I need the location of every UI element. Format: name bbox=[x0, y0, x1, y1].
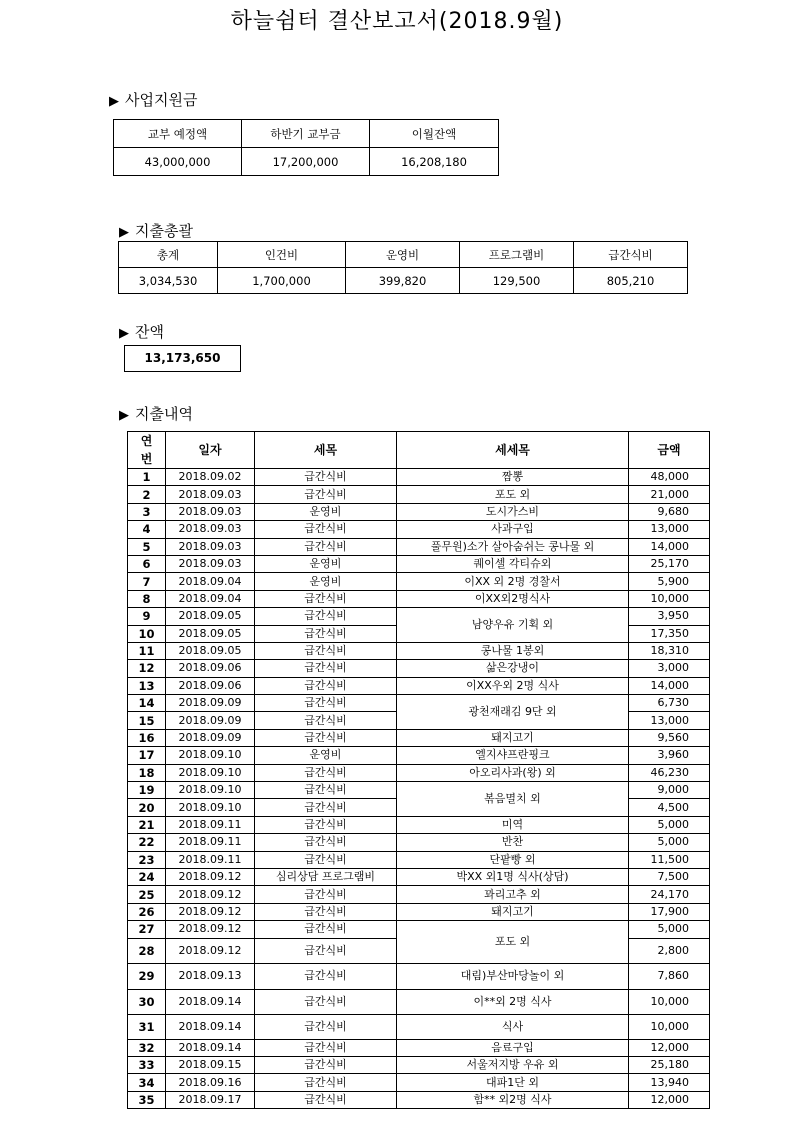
table-row bbox=[128, 851, 710, 868]
row-amount: 13,000 bbox=[629, 712, 710, 729]
row-amount: 2,800 bbox=[629, 938, 710, 963]
row-category: 급간식비 bbox=[255, 851, 397, 868]
row-date: 2018.09.12 bbox=[166, 886, 255, 903]
row-category: 급간식비 bbox=[255, 1039, 397, 1056]
row-subcategory: 돼지고기 bbox=[397, 903, 629, 920]
row-amount: 7,860 bbox=[629, 963, 710, 989]
row-category: 급간식비 bbox=[255, 677, 397, 694]
summary-header-cell: 프로그램비 bbox=[460, 242, 574, 268]
row-date: 2018.09.14 bbox=[166, 989, 255, 1014]
summary-header-cell: 급간식비 bbox=[574, 242, 688, 268]
row-date: 2018.09.13 bbox=[166, 963, 255, 989]
row-date: 2018.09.09 bbox=[166, 729, 255, 746]
row-amount: 3,000 bbox=[629, 660, 710, 677]
row-amount: 25,180 bbox=[629, 1056, 710, 1073]
details-header-row bbox=[128, 432, 710, 469]
row-number: 12 bbox=[128, 660, 166, 677]
row-number: 6 bbox=[128, 555, 166, 572]
section-heading-support bbox=[109, 89, 197, 110]
row-date: 2018.09.11 bbox=[166, 816, 255, 833]
row-subcategory: 엘지샤프란핑크 bbox=[397, 747, 629, 764]
row-amount: 9,000 bbox=[629, 782, 710, 799]
row-number: 34 bbox=[128, 1074, 166, 1091]
row-number: 16 bbox=[128, 729, 166, 746]
row-subcategory: 삶은강냉이 bbox=[397, 660, 629, 677]
row-amount: 10,000 bbox=[629, 989, 710, 1014]
table-row bbox=[128, 921, 710, 938]
row-number: 7 bbox=[128, 573, 166, 590]
row-number: 10 bbox=[128, 625, 166, 642]
row-date: 2018.09.03 bbox=[166, 538, 255, 555]
row-category: 급간식비 bbox=[255, 521, 397, 538]
section-heading-balance bbox=[119, 321, 164, 342]
table-row bbox=[128, 747, 710, 764]
row-category: 급간식비 bbox=[255, 590, 397, 607]
row-subcategory: 퀘이셀 각티슈외 bbox=[397, 555, 629, 572]
row-amount: 10,000 bbox=[629, 1014, 710, 1039]
row-amount: 12,000 bbox=[629, 1039, 710, 1056]
row-date: 2018.09.02 bbox=[166, 469, 255, 486]
table-row bbox=[128, 963, 710, 989]
row-amount: 17,900 bbox=[629, 903, 710, 920]
row-date: 2018.09.10 bbox=[166, 799, 255, 816]
row-amount: 10,000 bbox=[629, 590, 710, 607]
row-number: 20 bbox=[128, 799, 166, 816]
row-number: 17 bbox=[128, 747, 166, 764]
summary-header-cell: 총계 bbox=[119, 242, 218, 268]
section-heading-details-label: 지출내역 bbox=[135, 405, 193, 423]
details-header-subcategory: 세세목 bbox=[397, 432, 629, 469]
support-header-cell: 교부 예정액 bbox=[114, 120, 242, 148]
row-subcategory: 음료구입 bbox=[397, 1039, 629, 1056]
row-amount: 5,000 bbox=[629, 816, 710, 833]
row-date: 2018.09.15 bbox=[166, 1056, 255, 1073]
details-header-no bbox=[128, 432, 166, 469]
summary-table bbox=[118, 241, 688, 294]
row-amount: 9,560 bbox=[629, 729, 710, 746]
row-number: 18 bbox=[128, 764, 166, 781]
row-date: 2018.09.12 bbox=[166, 938, 255, 963]
triangle-right-icon: ▶ bbox=[119, 408, 129, 423]
row-date: 2018.09.10 bbox=[166, 782, 255, 799]
row-category: 급간식비 bbox=[255, 660, 397, 677]
row-subcategory: 포도 외 bbox=[397, 921, 629, 963]
row-subcategory: 단팥빵 외 bbox=[397, 851, 629, 868]
row-date: 2018.09.12 bbox=[166, 921, 255, 938]
row-subcategory: 꽈리고추 외 bbox=[397, 886, 629, 903]
row-subcategory: 미역 bbox=[397, 816, 629, 833]
table-row bbox=[128, 486, 710, 503]
summary-header-row bbox=[119, 242, 688, 268]
row-number: 4 bbox=[128, 521, 166, 538]
row-category: 급간식비 bbox=[255, 938, 397, 963]
table-row bbox=[128, 573, 710, 590]
table-row bbox=[128, 834, 710, 851]
row-category: 운영비 bbox=[255, 747, 397, 764]
section-heading-details bbox=[119, 403, 193, 424]
row-number: 24 bbox=[128, 868, 166, 885]
row-subcategory: 이**외 2명 식사 bbox=[397, 989, 629, 1014]
table-row bbox=[128, 538, 710, 555]
row-subcategory: 볶음멸치 외 bbox=[397, 782, 629, 817]
row-subcategory: 광천재래김 9단 외 bbox=[397, 695, 629, 730]
table-row bbox=[128, 868, 710, 885]
row-date: 2018.09.04 bbox=[166, 590, 255, 607]
table-row bbox=[128, 555, 710, 572]
summary-value-cell: 399,820 bbox=[346, 268, 460, 294]
row-category: 급간식비 bbox=[255, 695, 397, 712]
table-row bbox=[128, 764, 710, 781]
row-subcategory: 대림)부산마당놀이 외 bbox=[397, 963, 629, 989]
row-amount: 5,900 bbox=[629, 573, 710, 590]
row-number: 23 bbox=[128, 851, 166, 868]
table-row bbox=[128, 469, 710, 486]
row-category: 급간식비 bbox=[255, 834, 397, 851]
summary-value-cell: 805,210 bbox=[574, 268, 688, 294]
triangle-right-icon: ▶ bbox=[119, 326, 129, 341]
row-amount: 46,230 bbox=[629, 764, 710, 781]
row-amount: 9,680 bbox=[629, 503, 710, 520]
row-number: 31 bbox=[128, 1014, 166, 1039]
row-number: 26 bbox=[128, 903, 166, 920]
triangle-right-icon: ▶ bbox=[119, 225, 129, 240]
row-amount: 13,000 bbox=[629, 521, 710, 538]
row-category: 급간식비 bbox=[255, 1091, 397, 1108]
row-category: 운영비 bbox=[255, 573, 397, 590]
row-subcategory: 식사 bbox=[397, 1014, 629, 1039]
row-amount: 48,000 bbox=[629, 469, 710, 486]
row-subcategory: 반찬 bbox=[397, 834, 629, 851]
row-number: 30 bbox=[128, 989, 166, 1014]
section-heading-balance-label: 잔액 bbox=[135, 323, 164, 341]
row-category: 급간식비 bbox=[255, 642, 397, 659]
row-date: 2018.09.16 bbox=[166, 1074, 255, 1091]
row-category: 급간식비 bbox=[255, 1056, 397, 1073]
table-row bbox=[128, 642, 710, 659]
row-number: 13 bbox=[128, 677, 166, 694]
row-number: 9 bbox=[128, 608, 166, 625]
row-amount: 14,000 bbox=[629, 538, 710, 555]
row-subcategory: 사과구입 bbox=[397, 521, 629, 538]
row-subcategory: 대파1단 외 bbox=[397, 1074, 629, 1091]
table-row bbox=[128, 660, 710, 677]
support-header-row bbox=[114, 120, 499, 148]
row-amount: 18,310 bbox=[629, 642, 710, 659]
row-category: 급간식비 bbox=[255, 886, 397, 903]
row-category: 급간식비 bbox=[255, 712, 397, 729]
details-header-no-line2: 번 bbox=[140, 452, 153, 466]
row-amount: 21,000 bbox=[629, 486, 710, 503]
row-date: 2018.09.03 bbox=[166, 503, 255, 520]
row-date: 2018.09.09 bbox=[166, 712, 255, 729]
summary-value-cell: 129,500 bbox=[460, 268, 574, 294]
row-amount: 25,170 bbox=[629, 555, 710, 572]
row-subcategory: 남양우유 기획 외 bbox=[397, 608, 629, 643]
row-number: 8 bbox=[128, 590, 166, 607]
row-date: 2018.09.03 bbox=[166, 555, 255, 572]
table-row bbox=[128, 1014, 710, 1039]
support-value-row bbox=[114, 148, 499, 176]
section-heading-support-label: 사업지원금 bbox=[125, 91, 198, 109]
row-date: 2018.09.06 bbox=[166, 660, 255, 677]
row-category: 급간식비 bbox=[255, 1014, 397, 1039]
details-header-no-line1: 연 bbox=[140, 434, 153, 448]
row-amount: 4,500 bbox=[629, 799, 710, 816]
row-category: 급간식비 bbox=[255, 1074, 397, 1091]
row-category: 급간식비 bbox=[255, 782, 397, 799]
row-number: 2 bbox=[128, 486, 166, 503]
summary-header-cell: 인건비 bbox=[218, 242, 346, 268]
table-row bbox=[128, 1039, 710, 1056]
table-row bbox=[128, 816, 710, 833]
summary-header-cell: 운영비 bbox=[346, 242, 460, 268]
row-subcategory: 아오리사과(왕) 외 bbox=[397, 764, 629, 781]
row-number: 33 bbox=[128, 1056, 166, 1073]
row-date: 2018.09.11 bbox=[166, 834, 255, 851]
summary-value-cell: 1,700,000 bbox=[218, 268, 346, 294]
row-category: 급간식비 bbox=[255, 608, 397, 625]
summary-value-cell: 3,034,530 bbox=[119, 268, 218, 294]
row-amount: 7,500 bbox=[629, 868, 710, 885]
table-row bbox=[128, 886, 710, 903]
row-number: 3 bbox=[128, 503, 166, 520]
row-number: 5 bbox=[128, 538, 166, 555]
row-category: 급간식비 bbox=[255, 963, 397, 989]
row-subcategory: 함** 외2명 식사 bbox=[397, 1091, 629, 1108]
table-row bbox=[128, 590, 710, 607]
row-category: 급간식비 bbox=[255, 469, 397, 486]
support-value-cell: 43,000,000 bbox=[114, 148, 242, 176]
row-date: 2018.09.04 bbox=[166, 573, 255, 590]
row-amount: 5,000 bbox=[629, 834, 710, 851]
table-row bbox=[128, 503, 710, 520]
row-number: 27 bbox=[128, 921, 166, 938]
support-value-cell: 17,200,000 bbox=[242, 148, 370, 176]
row-amount: 3,950 bbox=[629, 608, 710, 625]
details-header-amount: 금액 bbox=[629, 432, 710, 469]
table-row bbox=[128, 695, 710, 712]
row-date: 2018.09.05 bbox=[166, 642, 255, 659]
support-value-cell: 16,208,180 bbox=[370, 148, 499, 176]
balance-value: 13,173,650 bbox=[124, 345, 241, 372]
row-amount: 6,730 bbox=[629, 695, 710, 712]
table-row bbox=[128, 608, 710, 625]
row-category: 급간식비 bbox=[255, 816, 397, 833]
row-category: 급간식비 bbox=[255, 989, 397, 1014]
row-subcategory: 콩나물 1봉외 bbox=[397, 642, 629, 659]
row-date: 2018.09.05 bbox=[166, 625, 255, 642]
row-subcategory: 풀무원)소가 살아숨쉬는 콩나물 외 bbox=[397, 538, 629, 555]
row-amount: 11,500 bbox=[629, 851, 710, 868]
row-date: 2018.09.14 bbox=[166, 1039, 255, 1056]
row-amount: 17,350 bbox=[629, 625, 710, 642]
row-number: 35 bbox=[128, 1091, 166, 1108]
row-number: 22 bbox=[128, 834, 166, 851]
row-date: 2018.09.11 bbox=[166, 851, 255, 868]
row-subcategory: 도시가스비 bbox=[397, 503, 629, 520]
row-category: 급간식비 bbox=[255, 903, 397, 920]
row-category: 급간식비 bbox=[255, 625, 397, 642]
table-row bbox=[128, 729, 710, 746]
row-date: 2018.09.09 bbox=[166, 695, 255, 712]
table-row bbox=[128, 1056, 710, 1073]
row-number: 14 bbox=[128, 695, 166, 712]
row-category: 급간식비 bbox=[255, 799, 397, 816]
row-number: 19 bbox=[128, 782, 166, 799]
page-title: 하늘쉼터 결산보고서(2018.9월) bbox=[230, 9, 564, 34]
row-category: 심리상담 프로그램비 bbox=[255, 868, 397, 885]
support-header-cell: 하반기 교부금 bbox=[242, 120, 370, 148]
row-date: 2018.09.03 bbox=[166, 521, 255, 538]
row-subcategory: 돼지고기 bbox=[397, 729, 629, 746]
table-row bbox=[128, 1074, 710, 1091]
row-date: 2018.09.05 bbox=[166, 608, 255, 625]
row-subcategory: 이XX 외 2명 경찰서 bbox=[397, 573, 629, 590]
row-number: 28 bbox=[128, 938, 166, 963]
details-table bbox=[127, 431, 710, 1109]
table-row bbox=[128, 521, 710, 538]
table-row bbox=[128, 677, 710, 694]
row-category: 급간식비 bbox=[255, 921, 397, 938]
row-subcategory: 짬뽕 bbox=[397, 469, 629, 486]
details-header-category: 세목 bbox=[255, 432, 397, 469]
row-date: 2018.09.12 bbox=[166, 903, 255, 920]
table-row bbox=[128, 782, 710, 799]
row-subcategory: 서울저지방 우유 외 bbox=[397, 1056, 629, 1073]
row-number: 21 bbox=[128, 816, 166, 833]
row-category: 운영비 bbox=[255, 555, 397, 572]
row-date: 2018.09.10 bbox=[166, 764, 255, 781]
table-row bbox=[128, 989, 710, 1014]
row-date: 2018.09.17 bbox=[166, 1091, 255, 1108]
row-amount: 12,000 bbox=[629, 1091, 710, 1108]
row-number: 15 bbox=[128, 712, 166, 729]
row-date: 2018.09.03 bbox=[166, 486, 255, 503]
row-category: 급간식비 bbox=[255, 486, 397, 503]
row-amount: 3,960 bbox=[629, 747, 710, 764]
row-date: 2018.09.12 bbox=[166, 868, 255, 885]
row-number: 11 bbox=[128, 642, 166, 659]
row-amount: 5,000 bbox=[629, 921, 710, 938]
row-number: 32 bbox=[128, 1039, 166, 1056]
row-category: 급간식비 bbox=[255, 538, 397, 555]
row-subcategory: 이XX우외 2명 식사 bbox=[397, 677, 629, 694]
row-number: 29 bbox=[128, 963, 166, 989]
section-heading-summary-label: 지출총괄 bbox=[135, 222, 193, 240]
row-date: 2018.09.06 bbox=[166, 677, 255, 694]
row-subcategory: 포도 외 bbox=[397, 486, 629, 503]
row-category: 급간식비 bbox=[255, 729, 397, 746]
row-amount: 13,940 bbox=[629, 1074, 710, 1091]
row-number: 1 bbox=[128, 469, 166, 486]
row-category: 급간식비 bbox=[255, 764, 397, 781]
row-amount: 24,170 bbox=[629, 886, 710, 903]
row-number: 25 bbox=[128, 886, 166, 903]
row-date: 2018.09.10 bbox=[166, 747, 255, 764]
row-category: 운영비 bbox=[255, 503, 397, 520]
support-header-cell: 이월잔액 bbox=[370, 120, 499, 148]
row-subcategory: 박XX 외1명 식사(상담) bbox=[397, 868, 629, 885]
support-table bbox=[113, 119, 499, 176]
section-heading-summary bbox=[119, 220, 193, 241]
summary-value-row bbox=[119, 268, 688, 294]
row-date: 2018.09.14 bbox=[166, 1014, 255, 1039]
triangle-right-icon: ▶ bbox=[109, 94, 119, 109]
details-header-date: 일자 bbox=[166, 432, 255, 469]
table-row bbox=[128, 1091, 710, 1108]
table-row bbox=[128, 903, 710, 920]
row-amount: 14,000 bbox=[629, 677, 710, 694]
row-subcategory: 이XX외2명식사 bbox=[397, 590, 629, 607]
